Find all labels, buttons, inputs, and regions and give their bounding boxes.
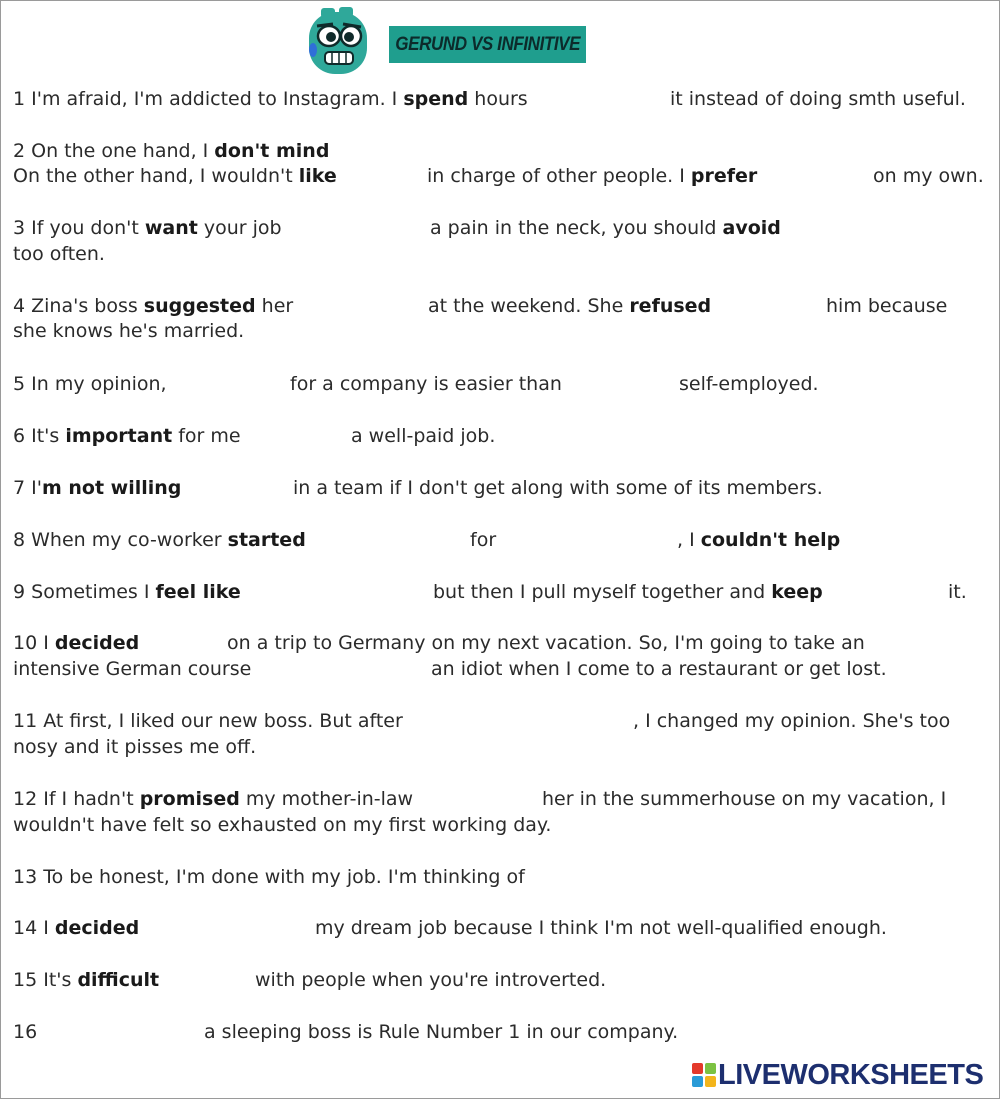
answer-blank[interactable] <box>253 425 347 447</box>
page-title: GERUND VS INFINITIVE <box>395 33 580 55</box>
answer-blank[interactable] <box>309 217 427 239</box>
answer-blank[interactable] <box>175 373 287 395</box>
answer-blank[interactable] <box>783 165 871 187</box>
question-4-line-2: she knows he's married. <box>13 320 245 342</box>
question-12-line-1: 12 If I hadn't promised my mother-in-law her in the summerhouse on my vacation, I <box>13 788 947 810</box>
answer-blank[interactable] <box>169 969 253 991</box>
question-7: 7 I'm not willing in a team if I don't get along with some of its members. <box>13 477 823 499</box>
question-1: 1 I'm afraid, I'm addicted to Instagram. I spend hours it instead of doing smth useful. <box>13 88 966 110</box>
answer-blank[interactable] <box>859 581 943 603</box>
answer-blank[interactable] <box>567 88 667 110</box>
liveworksheets-logo <box>692 1058 983 1092</box>
question-12-line-2: wouldn't have felt so exhausted on my first working day. <box>13 814 552 836</box>
answer-blank[interactable] <box>505 529 675 551</box>
question-8: 8 When my co-worker started for , I couldn't help <box>13 527 993 553</box>
question-3-line-2: too often. <box>13 243 105 265</box>
answer-blank[interactable] <box>255 581 429 603</box>
question-14: 14 I decided my dream job because I think I'm not well-qualified enough. <box>13 917 887 939</box>
answer-blank[interactable] <box>275 658 427 680</box>
answer-blank[interactable] <box>849 529 929 551</box>
answer-blank[interactable] <box>311 295 425 317</box>
answer-blank[interactable] <box>149 632 225 654</box>
question-10-line-1: 10 I decided on a trip to Germany on my next vacation. So, I'm going to take an <box>13 632 865 654</box>
answer-blank[interactable] <box>147 917 311 939</box>
answer-blank[interactable] <box>431 710 631 732</box>
liveworksheets-logo-icon <box>692 1063 716 1087</box>
question-16: 16 a sleeping boss is Rule Number 1 in our company. <box>13 1021 679 1043</box>
question-4-line-1: 4 Zina's boss suggested her at the weekend. She refused him because <box>13 295 948 317</box>
question-15: 15 It's difficult with people when you're introverted. <box>13 969 607 991</box>
answer-blank[interactable] <box>365 165 425 187</box>
question-11-line-2: nosy and it pisses me off. <box>13 736 257 758</box>
cartoon-face-icon <box>303 6 373 80</box>
answer-blank[interactable] <box>593 373 675 395</box>
logo-text: LIVEWORKSHEETS <box>718 1059 984 1091</box>
question-11-line-1: 11 At first, I liked our new boss. But after , I changed my opinion. She's too <box>13 710 951 732</box>
title-banner <box>389 26 586 63</box>
answer-blank[interactable] <box>735 295 823 317</box>
answer-blank[interactable] <box>561 866 821 888</box>
question-10-line-2: intensive German course an idiot when I come to a restaurant or get lost. <box>13 658 887 680</box>
question-3-line-1: 3 If you don't want your job a pain in the neck, you should avoid <box>13 215 993 241</box>
question-5: 5 In my opinion, for a company is easier than self-employed. <box>13 373 819 395</box>
answer-blank[interactable] <box>351 140 551 162</box>
question-2-line-2: On the other hand, I wouldn't like in charge of other people. I prefer on my own. <box>13 165 984 187</box>
question-9: 9 Sometimes I feel like but then I pull myself together and keep it. <box>13 581 967 603</box>
answer-blank[interactable] <box>441 788 539 810</box>
question-13: 13 To be honest, I'm done with my job. I'm thinking of <box>13 864 993 890</box>
answer-blank[interactable] <box>43 1021 201 1043</box>
question-6: 6 It's important for me a well-paid job. <box>13 425 496 447</box>
question-2-line-1: 2 On the one hand, I don't mind <box>13 138 993 164</box>
answer-blank[interactable] <box>185 477 289 499</box>
answer-blank[interactable] <box>811 217 981 239</box>
answer-blank[interactable] <box>329 529 465 551</box>
